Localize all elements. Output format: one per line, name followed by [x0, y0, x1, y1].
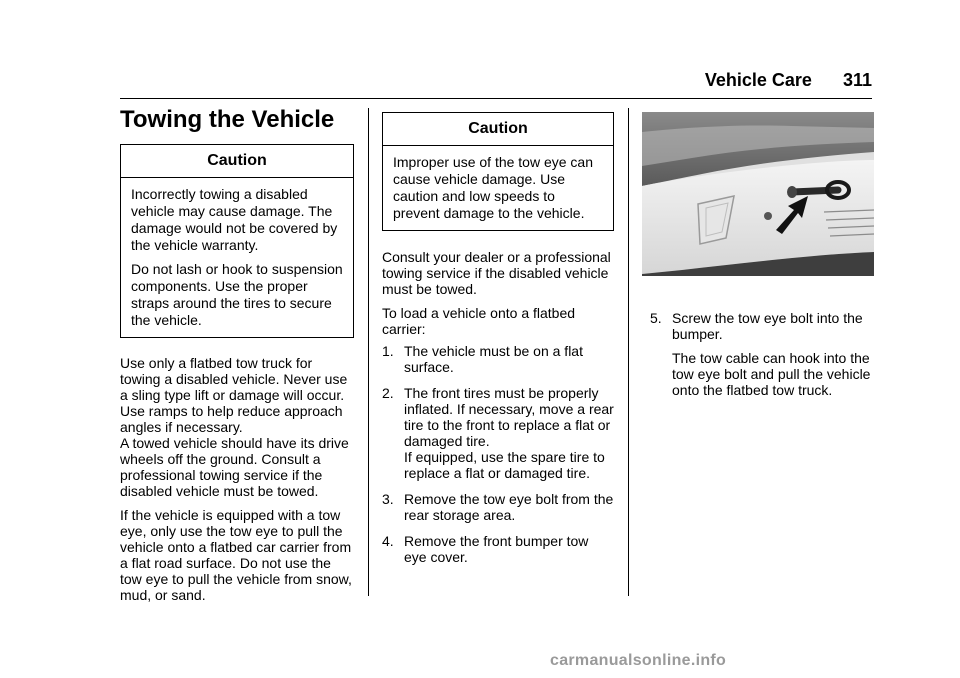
step-text: The vehicle must be on a flat surface.: [404, 343, 583, 375]
body-paragraph: If the vehicle is equipped with a tow eye, only use the tow eye to pull the vehicle onto a flatbed car carrier from a flat road surface. Do not use the tow eye to pull the vehicle from snow, mud, or sand.: [120, 507, 352, 603]
step-text: Remove the front bumper tow eye cover.: [404, 533, 589, 565]
list-item: [650, 310, 876, 342]
body-paragraph: To load a vehicle onto a flatbed carrier:: [382, 305, 576, 337]
column-divider-left: [368, 108, 369, 596]
right-column: [650, 310, 876, 398]
step-text-group: [404, 385, 614, 481]
middle-column: [382, 112, 614, 565]
body-paragraph: Consult your dealer or a professional towing service if the disabled vehicle must be towed.: [382, 249, 611, 297]
step-text: Screw the tow eye bolt into the bumper.: [672, 310, 863, 342]
left-column: [120, 144, 354, 603]
caution-body: [121, 178, 353, 337]
section-title: Vehicle Care: [704, 70, 812, 90]
step-number: 1.: [382, 343, 394, 359]
caution-heading: Caution: [383, 113, 613, 146]
list-item: [382, 385, 614, 481]
caution-text: Do not lash or hook to suspension components. Use the proper straps around the tires to secure the vehicle.: [131, 261, 343, 328]
step-number: 3.: [382, 491, 394, 507]
body-paragraph: The tow cable can hook into the tow eye bolt and pull the vehicle onto the flatbed tow truck.: [672, 350, 871, 398]
tow-eye-illustration: [642, 112, 874, 276]
column-divider-right: [628, 108, 629, 596]
page-header: [705, 70, 872, 91]
site-watermark: carmanualsonline.info: [550, 652, 727, 669]
list-item: [382, 491, 614, 523]
caution-text: Improper use of the tow eye can cause vehicle damage. Use caution and low speeds to prevent damage to the vehicle.: [393, 154, 593, 221]
step-text: Remove the tow eye bolt from the rear storage area.: [404, 491, 614, 523]
list-item: [382, 533, 614, 565]
caution-body: [383, 146, 613, 230]
body-paragraph: A towed vehicle should have its drive wheels off the ground. Consult a professional towing service if the disabled vehicle must be towed.: [120, 435, 349, 499]
caution-text: Incorrectly towing a disabled vehicle may cause damage. The damage would not be covered by the vehicle warranty.: [131, 186, 338, 253]
header-rule: [120, 98, 872, 99]
step-number: 2.: [382, 385, 394, 401]
page-number: 311: [842, 70, 872, 90]
step-text: The front tires must be properly inflated. If necessary, move a rear tire to the front to replace a flat or damaged tire.: [404, 385, 614, 449]
page-title: Towing the Vehicle: [120, 106, 335, 133]
step-number: 4.: [382, 533, 394, 549]
body-paragraph: Use only a flatbed tow truck for towing a disabled vehicle. Never use a sling type lift or damage will occur. Use ramps to help reduce approach angles if necessary.: [120, 355, 348, 435]
caution-heading: Caution: [121, 145, 353, 178]
step-text: If equipped, use the spare tire to replace a flat or damaged tire.: [404, 449, 605, 481]
step-number: 5.: [650, 310, 662, 326]
caution-box-1: [120, 144, 354, 338]
list-item: [382, 343, 614, 375]
caution-box-2: [382, 112, 614, 231]
